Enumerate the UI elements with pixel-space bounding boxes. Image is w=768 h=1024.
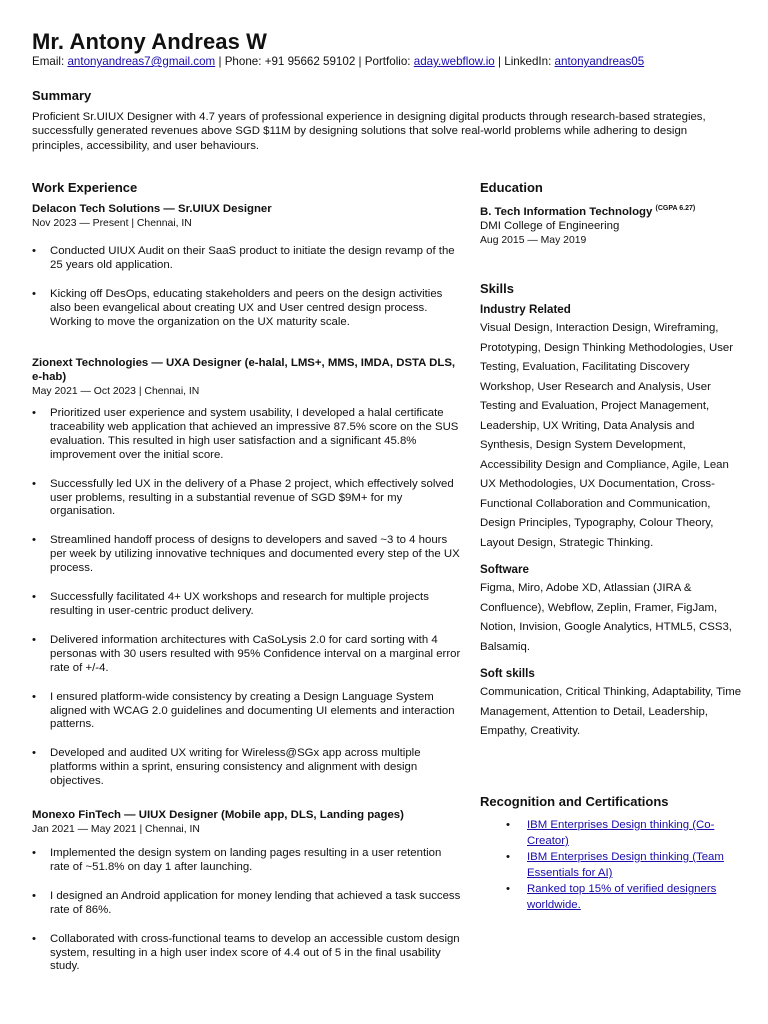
phone-label: Phone:	[224, 55, 262, 68]
degree	[480, 202, 742, 219]
list-item: • Successfully facilitated 4+ UX workshops and research for multiple projects resulting in user-centric product delivery.	[32, 591, 462, 619]
separator: |	[358, 55, 362, 68]
education-dates: Aug 2015 — May 2019	[480, 234, 587, 246]
skills-heading: Skills	[480, 281, 514, 296]
work-experience-heading: Work Experience	[32, 180, 138, 195]
certification-link[interactable]: IBM Enterprises Design thinking (Team Essentials for AI)	[527, 851, 724, 879]
portfolio-link[interactable]: aday.webflow.io	[413, 55, 495, 68]
separator: |	[218, 55, 222, 68]
list-item: • Delivered information architectures with CaSoLysis 2.0 for card sorting with 4 personas with 30 users resulted with 95% Confidence interval on a marginal error rate of +/-4.	[32, 634, 462, 676]
email-label: Email:	[32, 55, 65, 68]
list-item: • Successfully led UX in the delivery of a Phase 2 project, which effectively solved user problems, resulting in a substantial revenue of SGD $9M+ for my organisation.	[32, 478, 462, 520]
job-meta: Nov 2023 — Present | Chennai, IN	[32, 218, 192, 229]
contact-line	[32, 55, 644, 68]
skills-block	[480, 303, 742, 742]
list-item	[480, 881, 750, 913]
certification-list	[480, 817, 750, 913]
list-item: • Prioritized user experience and system usability, I developed a halal certificate traceability web application that achieved an impressive 87.5% score on the SUS evaluation. This resulted in high user satisfaction and a significant 45.8% improvement over the initial score.	[32, 407, 462, 463]
list-item: • Conducted UIUX Audit on their SaaS product to initiate the design revamp of the 25 years old application.	[32, 245, 462, 273]
linkedin-link[interactable]: antonyandreas05	[554, 55, 645, 68]
job-title: Delacon Tech Solutions — Sr.UIUX Designer	[32, 203, 272, 215]
industry-skills-text: Visual Design, Interaction Design, Wireframing, Prototyping, Design Thinking Methodologies, User Testing, Evaluation, Facilitating Discovery Workshop, User Research and Analysis, User Testing and Evaluation, Project Management, Leadership, UX Writing, Data Analysis and Synthesis, Design System Development, Accessibility Design and Compliance, Agile, Lean UX Methodologies, UX Documentation, Cross-Functional Collaboration and Communication, Design Principles, Typography, Colour Theory, Layout Design, Strategic Thinking.	[480, 322, 734, 549]
industry-skills-heading: Industry Related	[480, 303, 571, 316]
college-name: DMI College of Engineering	[480, 219, 620, 232]
recognition-block	[480, 817, 750, 913]
job-zionext	[32, 356, 462, 789]
list-item: • Developed and audited UX writing for Wireless@SGx app across multiple platforms within a sprint, ensuring consistency and alignment with design objectives.	[32, 747, 462, 789]
soft-skills-heading: Soft skills	[480, 667, 535, 680]
portfolio-label: Portfolio:	[364, 55, 411, 68]
separator: |	[498, 55, 502, 68]
summary-text: Proficient Sr.UIUX Designer with 4.7 years of professional experience in designing digital products through research-based strategies, successfully generated revenues above SGD $11M by designing solutions that solve real-world problems while adhering to design principles, accessibility, and user behaviours.	[32, 111, 706, 152]
list-item: • Kicking off DesOps, educating stakeholders and peers on the design activities also been evangelical about creating UX and User centred design process. Working to move the organization on the UX maturity scale.	[32, 288, 462, 330]
list-item	[480, 849, 750, 881]
list-item: • Streamlined handoff process of designs to developers and saved ~3 to 4 hours per week by utilizing innovative techniques and documented every step of the UX process.	[32, 534, 462, 576]
job-title: Zionext Technologies — UXA Designer (e-halal, LMS+, MMS, IMDA, DSTA DLS, e-hab)	[32, 357, 456, 383]
job-delacon	[32, 202, 462, 330]
list-item: • Implemented the design system on landing pages resulting in a user retention rate of ~51.8% on day 1 after launching.	[32, 847, 462, 875]
linkedin-label: LinkedIn:	[504, 55, 552, 68]
job-bullets	[32, 847, 462, 974]
job-meta: May 2021 — Oct 2023 | Chennai, IN	[32, 386, 200, 397]
list-item	[480, 817, 750, 849]
summary-heading: Summary	[32, 88, 92, 103]
email-link[interactable]: antonyandreas7@gmail.com	[67, 55, 216, 68]
software-skills-heading: Software	[480, 563, 529, 576]
software-skills-text: Figma, Miro, Adobe XD, Atlassian (JIRA & Confluence), Webflow, Zeplin, Framer, FigJam, Notion, Invision, Google Analytics, HTML5, CSS3, Balsamiq.	[480, 582, 732, 653]
candidate-name: Mr. Antony Andreas W	[32, 29, 268, 54]
cgpa: (CGPA 6.27)	[655, 205, 696, 212]
certification-link[interactable]: IBM Enterprises Design thinking (Co-Creator)	[527, 819, 715, 847]
phone-number: +91 95662 59102	[264, 55, 356, 68]
list-item: • Collaborated with cross-functional teams to develop an accessible custom design system, resulting in a high user index score of 4.4 out of 5 in the final usability study.	[32, 933, 462, 975]
job-bullets	[32, 245, 462, 330]
certification-link[interactable]: Ranked top 15% of verified designers worldwide.	[527, 883, 717, 911]
soft-skills-text: Communication, Critical Thinking, Adaptability, Time Management, Attention to Detail, Leadership, Empathy, Creativity.	[480, 686, 742, 737]
job-bullets	[32, 407, 462, 789]
list-item: • I designed an Android application for money lending that achieved a task success rate of 86%.	[32, 890, 462, 918]
recognition-heading: Recognition and Certifications	[480, 794, 669, 809]
education-heading: Education	[480, 180, 543, 195]
job-monexo	[32, 808, 462, 974]
list-item: • I ensured platform-wide consistency by creating a Design Language System aligned with WCAG 2.0 guidelines and documenting UI elements and interaction patterns.	[32, 691, 462, 733]
job-meta: Jan 2021 — May 2021 | Chennai, IN	[32, 824, 200, 835]
job-title: Monexo FinTech — UIUX Designer (Mobile app, DLS, Landing pages)	[32, 809, 404, 821]
education-block	[480, 202, 742, 248]
degree-name: B. Tech Information Technology	[480, 205, 653, 218]
